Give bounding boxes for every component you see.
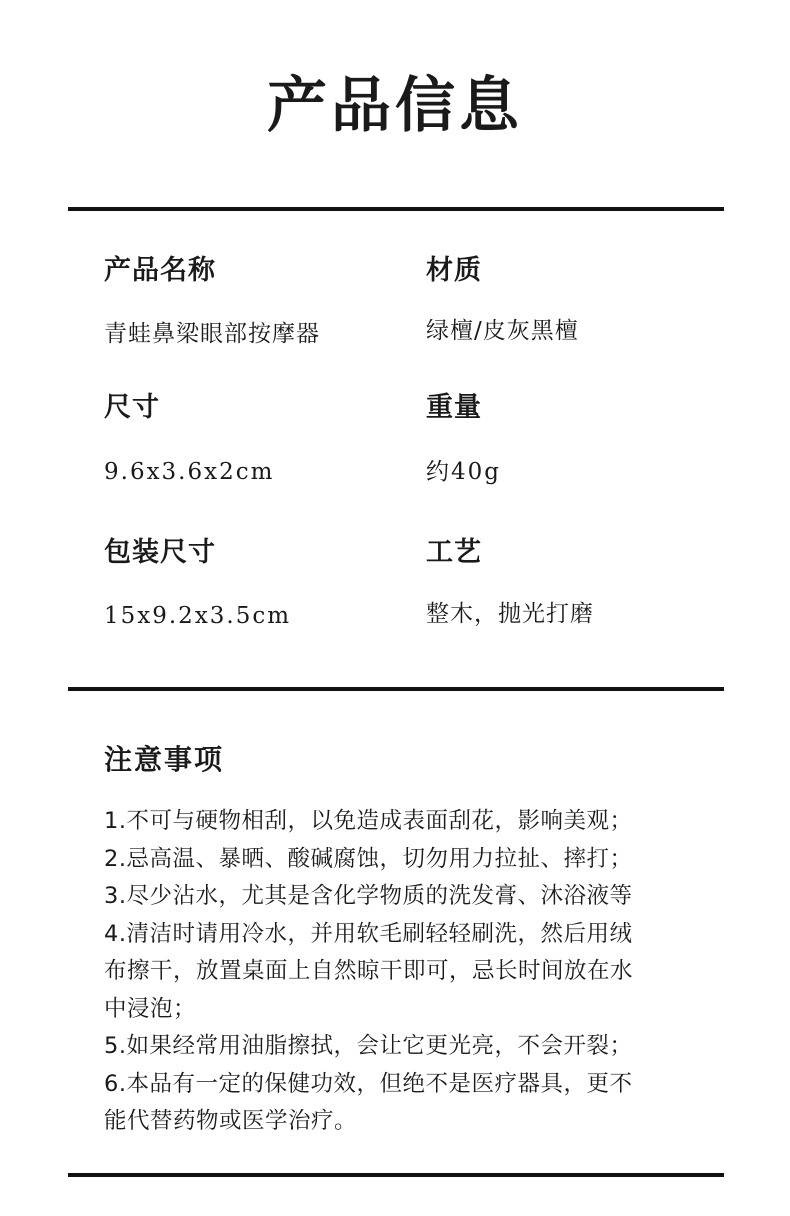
notes-line: 中浸泡； [104, 995, 197, 1022]
page-title: 产品信息 [267, 71, 523, 141]
notes-title: 注意事项 [104, 743, 225, 776]
material-value: 绿檀/皮灰黑檀 [426, 318, 579, 344]
notes-line: 2.忌高温、暴晒、酸碱腐蚀，切勿用力拉扯、摔打； [104, 845, 633, 872]
weight-value: 约40g [426, 459, 501, 485]
bottom-divider [68, 1173, 724, 1177]
notes-list [104, 803, 684, 1141]
top-divider [68, 207, 724, 211]
notes-line: 布擦干，放置桌面上自然晾干即可，忌长时间放在水 [104, 958, 634, 984]
material-label: 材质 [426, 255, 482, 286]
weight-label: 重量 [426, 392, 482, 423]
product-name-label: 产品名称 [104, 255, 216, 286]
size-label: 尺寸 [104, 392, 160, 423]
notes-line: 3.尽少沾水，尤其是含化学物质的洗发膏、沐浴液等 [104, 883, 633, 909]
notes-line: 1.不可与硬物相刮，以免造成表面刮花，影响美观； [104, 808, 633, 834]
notes-line: 5.如果经常用油脂擦拭，会让它更光亮，不会开裂； [104, 1033, 633, 1059]
size-value: 9.6x3.6x2cm [104, 459, 275, 485]
product-name-value: 青蛙鼻梁眼部按摩器 [104, 321, 320, 347]
notes-line: 4.清洁时请用冷水，并用软毛刷轻轻刷洗，然后用绒 [104, 920, 633, 947]
craft-label: 工艺 [426, 537, 482, 568]
middle-divider [68, 687, 724, 691]
craft-value: 整木，抛光打磨 [426, 601, 594, 627]
package-size-label: 包装尺寸 [104, 537, 216, 568]
notes-line: 6.本品有一定的保健功效，但绝不是医疗器具，更不 [104, 1070, 633, 1097]
package-size-value: 15x9.2x3.5cm [104, 603, 292, 629]
notes-line: 能代替药物或医学治疗。 [104, 1108, 358, 1134]
